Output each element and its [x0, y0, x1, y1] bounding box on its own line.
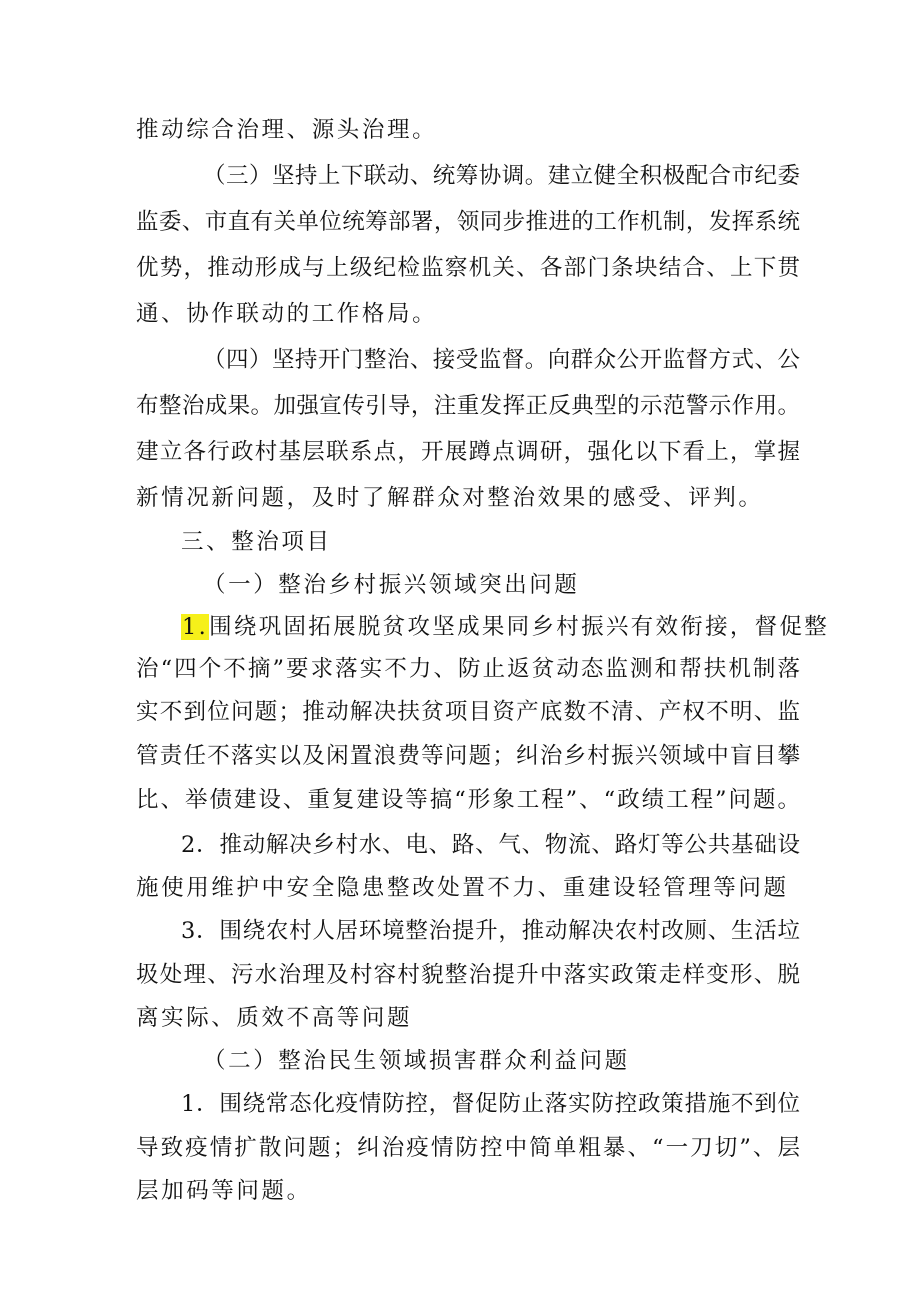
- subsection-heading: （二）整治民生领域损害群众利益问题: [203, 1048, 630, 1074]
- subsection-heading: （一）整治乡村振兴领域突出问题: [203, 572, 580, 598]
- text-line: 优势，推动形成与上级纪检监察机关、各部门条块结合、上下贯: [136, 255, 800, 281]
- text-line: 1．围绕常态化疫情防控，督促防止落实防控政策措施不到位: [181, 1091, 800, 1117]
- text-line: 布整治成果。加强宣传引导，注重发挥正反典型的示范警示作用。: [136, 393, 800, 419]
- section-heading: 三、整治项目: [181, 529, 332, 555]
- text-line: 离实际、质效不高等问题: [136, 1005, 413, 1031]
- text-line: 推动综合治理、源头治理。: [136, 117, 438, 143]
- text-line: 比、举债建设、重复建设等搞“形象工程”、“政绩工程”问题。: [136, 787, 800, 813]
- text-line: 圾处理、污水治理及村容村貌整治提升中落实政策走样变形、脱: [136, 962, 800, 988]
- text-line: （三）坚持上下联动、统筹协调。建立健全积极配合市纪委: [203, 163, 800, 189]
- text-line: 层加码等问题。: [136, 1178, 312, 1204]
- text-line: （四）坚持开门整治、接受监督。向群众公开监督方式、公: [203, 347, 800, 373]
- text-line: 通、协作联动的工作格局。: [136, 301, 438, 327]
- text-line: 实不到位问题；推动解决扶贫项目资产底数不清、产权不明、监: [136, 699, 800, 725]
- text-line: 2．推动解决乡村水、电、路、气、物流、路灯等公共基础设: [181, 832, 800, 858]
- text-line: 施使用维护中安全隐患整改处置不力、重建设轻管理等问题: [136, 875, 789, 901]
- text-line: 监委、市直有关单位统筹部署，领同步推进的工作机制，发挥系统: [136, 209, 800, 235]
- text-line: 3．围绕农村人居环境整治提升，推动解决农村改厕、生活垃: [181, 918, 800, 944]
- text-line: 管责任不落实以及闲置浪费等问题；纠治乡村振兴领域中盲目攀: [136, 743, 800, 769]
- highlighted-list-marker: 1.: [182, 614, 209, 640]
- text-line: 建立各行政村基层联系点，开展蹲点调研，强化以下看上，掌握: [136, 439, 800, 465]
- text-line: 治“四个不摘”要求落实不力、防止返贫动态监测和帮扶机制落: [136, 656, 800, 682]
- text-line: 新情况新问题，及时了解群众对整治效果的感受、评判。: [136, 485, 764, 511]
- text-line-with-marker: [181, 609, 830, 645]
- text-line: 围绕巩固拓展脱贫攻坚成果同乡村振兴有效衔接，督促整: [209, 614, 830, 640]
- text-line: 导致疫情扩散问题；纠治疫情防控中简单粗暴、“一刀切”、层: [136, 1135, 800, 1161]
